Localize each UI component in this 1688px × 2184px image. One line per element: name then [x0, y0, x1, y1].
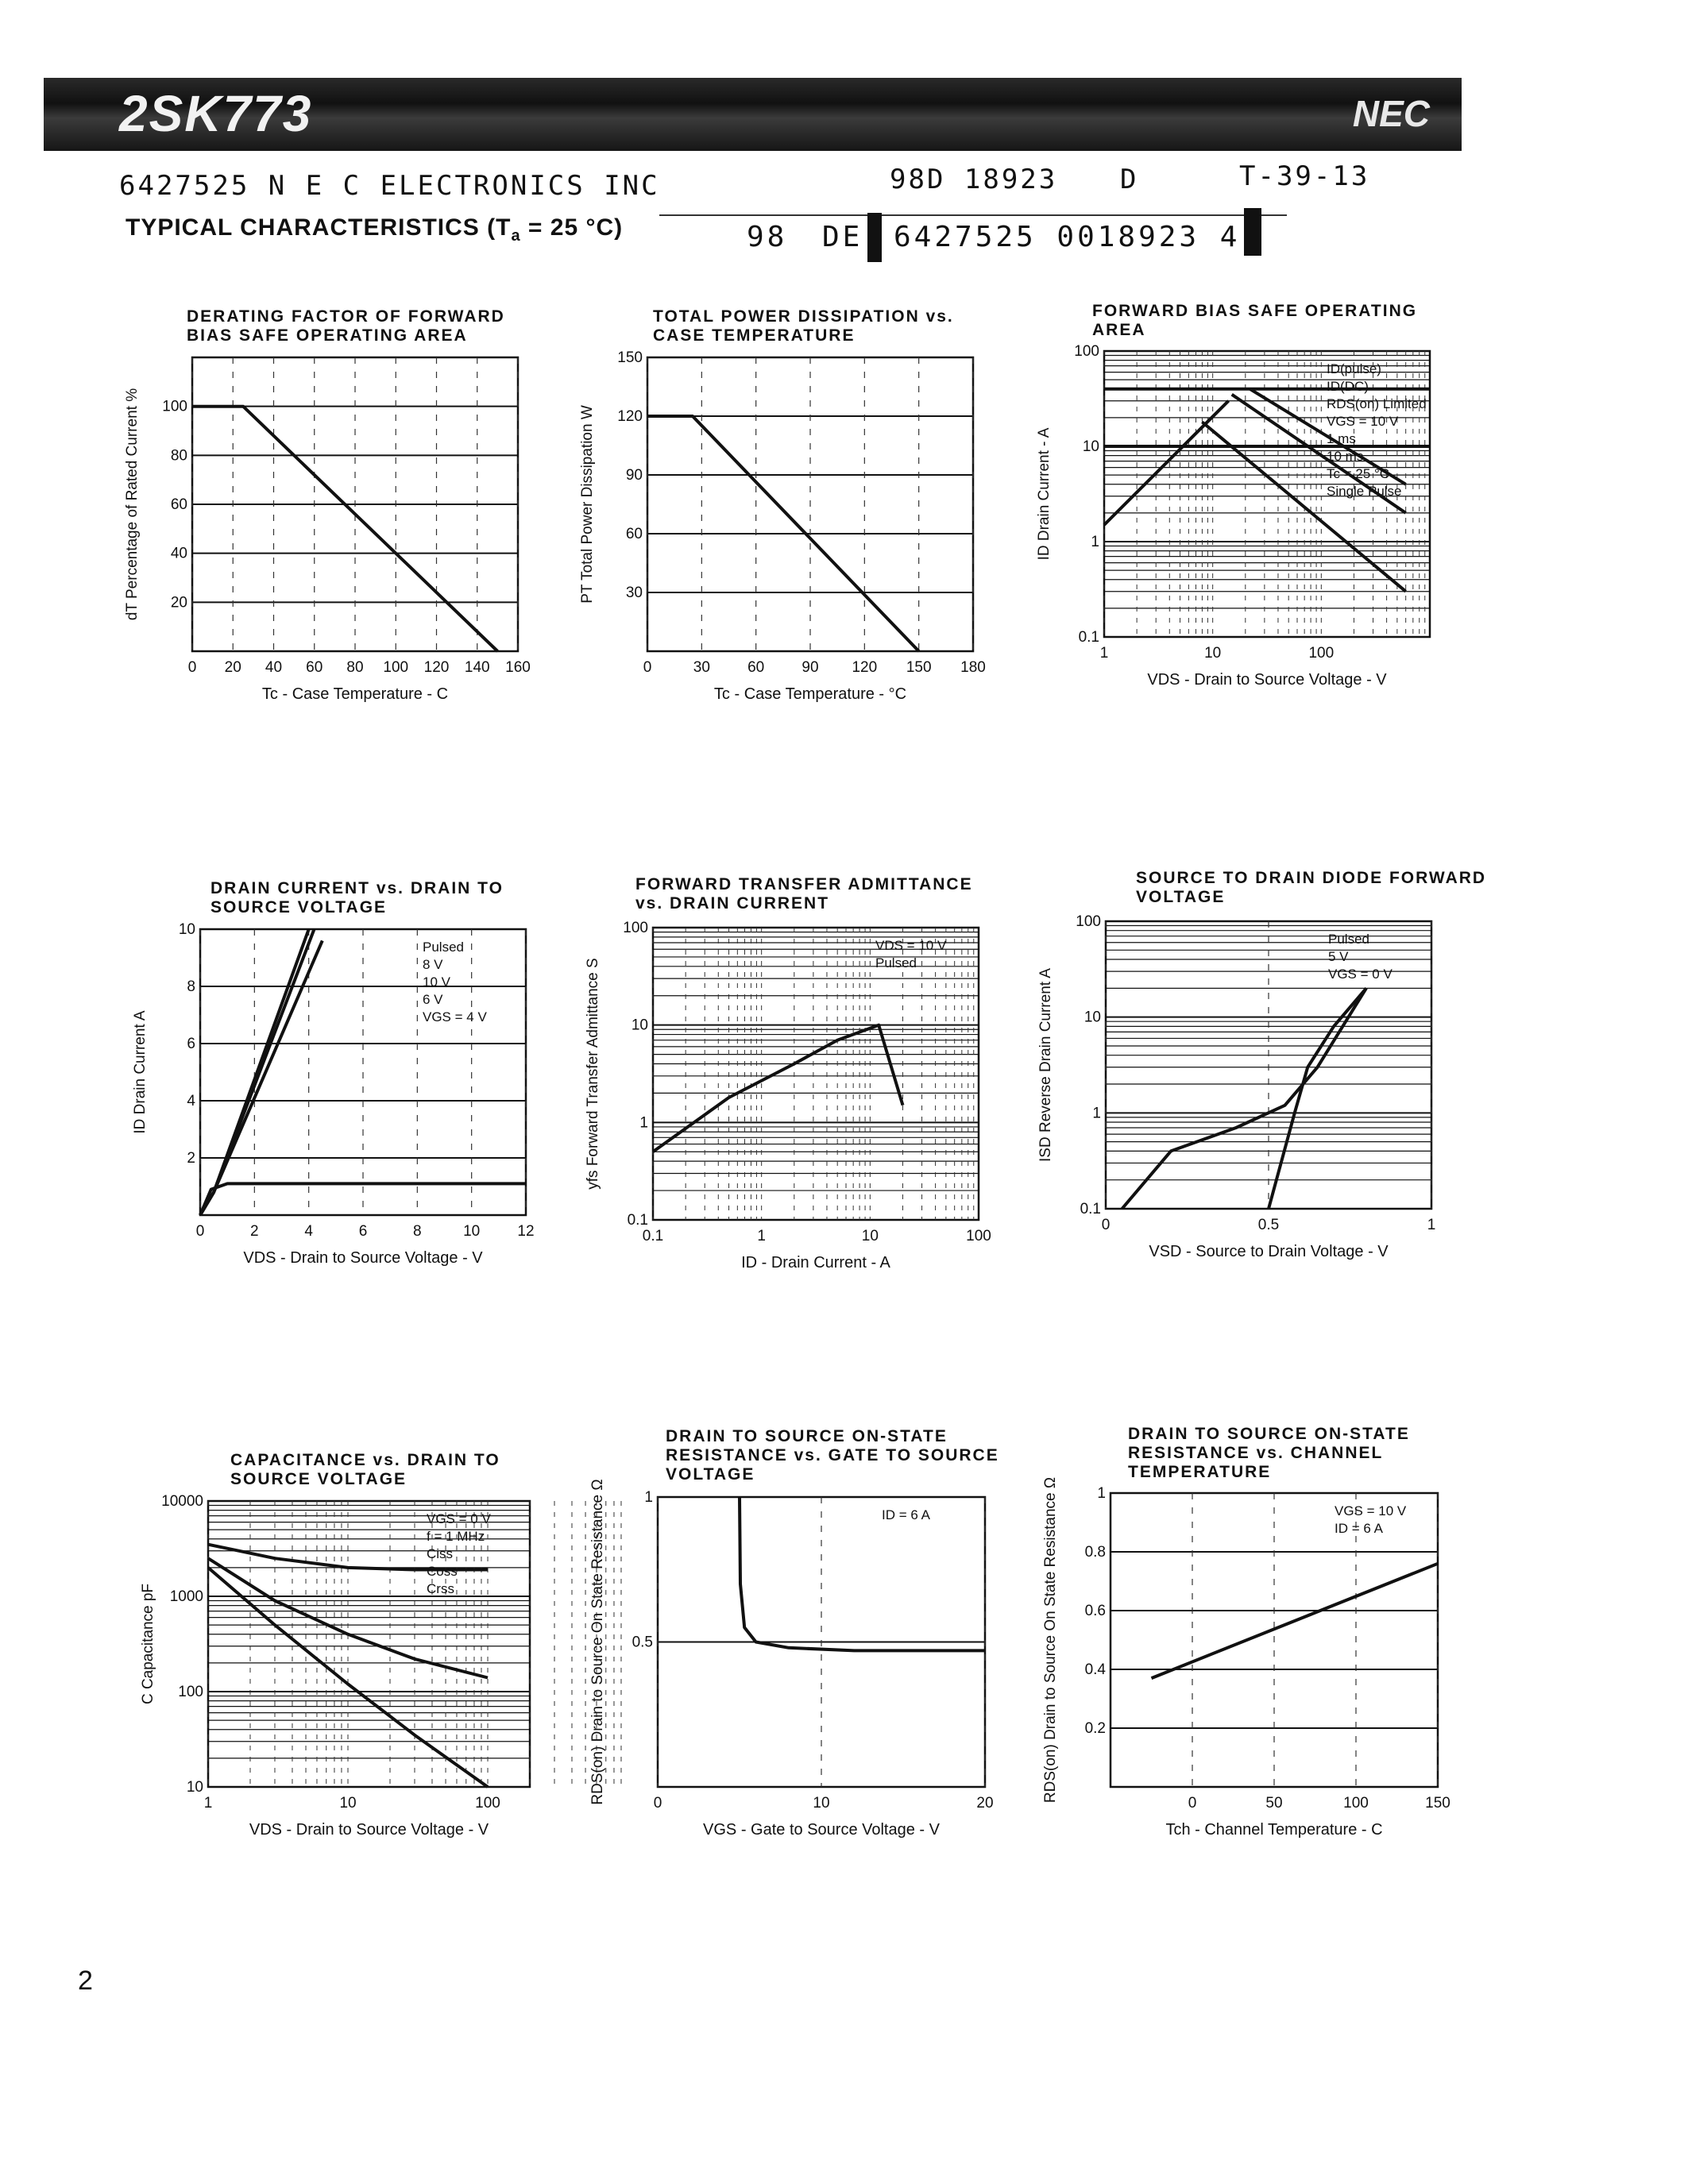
- y-axis-label: RDS(on) Drain to Source On State Resistance Ω: [589, 1479, 606, 1805]
- y-tick-label: 10: [631, 1017, 648, 1034]
- annotation: Ciss: [427, 1546, 454, 1561]
- chart-title: vs. DRAIN CURRENT: [635, 894, 830, 913]
- y-tick-label: 0.1: [627, 1212, 648, 1229]
- x-axis-label: Tc - Case Temperature - °C: [713, 685, 907, 703]
- y-axis-label: ISD Reverse Drain Current A: [1037, 968, 1054, 1162]
- annotation: 5 V: [1328, 949, 1349, 964]
- x-axis-label: VGS - Gate to Source Voltage - V: [703, 1821, 940, 1839]
- y-tick-label: 0.2: [1084, 1720, 1106, 1737]
- x-axis-label: VDS - Drain to Source Voltage - V: [249, 1821, 489, 1839]
- y-tick-label: 90: [625, 467, 643, 484]
- y-axis-label: dT Percentage of Rated Current %: [124, 388, 141, 621]
- y-tick-label: 1: [1092, 1105, 1101, 1122]
- y-tick-label: 0.1: [1078, 629, 1099, 646]
- plot-frame: [208, 1501, 530, 1787]
- y-tick-label: 0.8: [1084, 1544, 1106, 1561]
- doc-ref: T-39-13: [1239, 160, 1370, 192]
- x-tick-label: 2: [250, 1223, 259, 1240]
- y-tick-label: 1: [1091, 534, 1099, 550]
- chart-title: DRAIN TO SOURCE ON-STATE: [666, 1427, 948, 1445]
- x-tick-label: 150: [1425, 1795, 1450, 1812]
- x-tick-label: 0: [187, 659, 197, 676]
- chart-rds_vgs: [589, 1427, 999, 1839]
- company-line: 6427525 N E C ELECTRONICS INC: [119, 170, 660, 202]
- y-tick-label: 30: [625, 585, 643, 601]
- y-tick-label: 40: [170, 545, 187, 562]
- x-tick-label: 0: [653, 1795, 662, 1812]
- y-tick-label: 10: [186, 1779, 203, 1796]
- chart-title: SOURCE VOLTAGE: [211, 898, 388, 916]
- y-tick-label: 10000: [161, 1493, 203, 1510]
- barcode-b: DE: [822, 221, 863, 253]
- x-tick-label: 40: [265, 659, 283, 676]
- x-axis-label: Tch - Channel Temperature - C: [1165, 1821, 1383, 1839]
- x-tick-label: 0.5: [1257, 1217, 1280, 1233]
- chart-title: DERATING FACTOR OF FORWARD: [187, 307, 505, 326]
- annotation: ID = 6 A: [882, 1507, 930, 1522]
- annotation: Single Pulse: [1327, 484, 1402, 499]
- annotation: Tc = 25 °C: [1327, 466, 1390, 481]
- chart-title: DRAIN TO SOURCE ON-STATE: [1128, 1425, 1410, 1443]
- chart-title: VOLTAGE: [1136, 888, 1226, 906]
- y-axis-label: ID Drain Current - A: [1036, 427, 1053, 561]
- x-tick-label: 10: [813, 1795, 830, 1812]
- y-tick-label: 1: [1097, 1485, 1106, 1502]
- y-tick-label: 6: [187, 1036, 195, 1052]
- annotation: 6 V: [423, 992, 443, 1007]
- x-axis-label: VDS - Drain to Source Voltage - V: [243, 1249, 483, 1267]
- y-tick-label: 4: [187, 1093, 195, 1109]
- barcode-a: 98: [747, 221, 788, 253]
- x-tick-label: 0.1: [642, 1228, 664, 1244]
- x-tick-label: 20: [976, 1795, 994, 1812]
- y-tick-label: 0.1: [1080, 1201, 1101, 1217]
- x-tick-label: 1: [1427, 1217, 1436, 1233]
- x-tick-label: 150: [906, 659, 932, 676]
- annotation: Pulsed: [1328, 932, 1369, 947]
- series-line-6-v: [200, 940, 323, 1215]
- x-tick-label: 0: [1188, 1795, 1197, 1812]
- y-tick-label: 1: [639, 1114, 648, 1132]
- x-tick-label: 1: [1099, 645, 1109, 662]
- series-line-rds-on-: [1152, 1564, 1439, 1678]
- chart-yfs: [585, 875, 991, 1271]
- x-tick-label: 1: [757, 1228, 766, 1244]
- y-axis-label: ID Drain Current A: [132, 1010, 149, 1134]
- x-tick-label: 8: [413, 1223, 422, 1240]
- x-tick-label: 0: [195, 1223, 205, 1240]
- annotation: VGS = 0 V: [427, 1511, 491, 1526]
- x-tick-label: 4: [304, 1223, 313, 1240]
- x-tick-label: 160: [505, 659, 531, 676]
- annotation: ID(DC): [1327, 379, 1369, 394]
- chart-soa: [1036, 302, 1430, 689]
- y-tick-label: 10: [178, 921, 195, 938]
- x-tick-label: 100: [966, 1228, 991, 1244]
- x-tick-label: 20: [224, 659, 241, 676]
- y-tick-label: 1000: [169, 1588, 203, 1605]
- chart-title: CAPACITANCE vs. DRAIN TO: [230, 1451, 500, 1469]
- x-tick-label: 50: [1265, 1795, 1283, 1812]
- annotation: VGS = 0 V: [1328, 967, 1393, 982]
- annotation: 1 ms: [1327, 431, 1356, 446]
- y-tick-label: 20: [170, 594, 187, 612]
- annotation: Pulsed: [875, 955, 917, 970]
- annotation: 8 V: [423, 957, 443, 972]
- chart-title: VOLTAGE: [666, 1465, 755, 1484]
- chart-capacitance: [140, 1451, 621, 1839]
- chart-title: SOURCE TO DRAIN DIODE FORWARD: [1136, 869, 1487, 887]
- y-tick-label: 80: [170, 447, 187, 465]
- barcode-c: 6427525 0018923 4: [894, 221, 1241, 253]
- x-tick-label: 120: [423, 659, 450, 676]
- chart-title: SOURCE VOLTAGE: [230, 1470, 408, 1488]
- x-tick-label: 100: [383, 659, 409, 676]
- chart-title: FORWARD TRANSFER ADMITTANCE: [635, 875, 973, 893]
- annotation: Crss: [427, 1581, 454, 1596]
- annotation: Pulsed: [423, 940, 464, 955]
- annotation: VDS = 10 V: [875, 938, 947, 953]
- annotation: ID(pulse): [1327, 361, 1381, 376]
- chart-id_vds: [132, 879, 535, 1267]
- y-tick-label: 120: [617, 408, 643, 425]
- chart-diode: [1037, 869, 1486, 1260]
- annotation: VGS = 4 V: [423, 1009, 487, 1024]
- series-line-rds-on-: [740, 1497, 985, 1650]
- y-tick-label: 0.5: [632, 1634, 653, 1651]
- x-tick-label: 80: [346, 659, 364, 676]
- y-axis-label: PT Total Power Dissipation W: [579, 405, 596, 604]
- chart-title: TEMPERATURE: [1128, 1463, 1272, 1481]
- y-tick-label: 0.4: [1084, 1661, 1106, 1678]
- annotation: ID = 6 A: [1335, 1521, 1383, 1536]
- x-tick-label: 0: [643, 659, 652, 676]
- x-tick-label: 120: [852, 659, 878, 676]
- x-tick-label: 90: [802, 659, 819, 676]
- y-tick-label: 100: [178, 1684, 203, 1700]
- y-axis-label: C Capacitance pF: [140, 1583, 156, 1705]
- series-line-rds-on-limited: [1104, 401, 1229, 525]
- x-tick-label: 60: [306, 659, 323, 676]
- chart-title: TOTAL POWER DISSIPATION vs.: [653, 307, 954, 326]
- y-tick-label: 100: [623, 920, 648, 936]
- chart-title: CASE TEMPERATURE: [653, 326, 856, 345]
- y-tick-label: 100: [162, 398, 187, 415]
- page-number: 2: [78, 1966, 93, 1996]
- x-axis-label: ID - Drain Current - A: [741, 1254, 890, 1271]
- y-tick-label: 60: [170, 496, 187, 513]
- annotation: f = 1 MHz: [427, 1529, 485, 1544]
- y-tick-label: 10: [1083, 1009, 1101, 1026]
- x-tick-label: 10: [339, 1795, 357, 1812]
- chart-power: [579, 307, 986, 703]
- doc-code: 98D 18923: [890, 164, 1058, 195]
- y-tick-label: 100: [1074, 343, 1099, 360]
- y-tick-label: 100: [1076, 913, 1101, 930]
- series-line-dt: [192, 407, 497, 651]
- plot-frame: [653, 928, 979, 1220]
- x-tick-label: 100: [1308, 645, 1335, 662]
- doc-letter: D: [1120, 164, 1139, 195]
- chart-title: RESISTANCE vs. GATE TO SOURCE: [666, 1446, 999, 1464]
- brand-logo: NEC: [1352, 93, 1430, 134]
- annotation: 10 V: [423, 974, 450, 990]
- series-line-yfs: [653, 1025, 903, 1152]
- chart-title: BIAS SAFE OPERATING AREA: [187, 326, 468, 345]
- y-tick-label: 2: [187, 1150, 195, 1167]
- y-axis-label: yfs Forward Transfer Admittance S: [585, 958, 601, 1190]
- x-tick-label: 1: [203, 1795, 213, 1812]
- x-tick-label: 180: [960, 659, 986, 676]
- y-tick-label: 150: [617, 349, 643, 366]
- annotation: RDS(on) Limited: [1327, 396, 1427, 411]
- x-tick-label: 60: [747, 659, 765, 676]
- y-axis-label: RDS(on) Drain to Source On State Resistance Ω: [1042, 1476, 1059, 1804]
- y-tick-label: 10: [1082, 438, 1099, 455]
- chart-title: AREA: [1092, 321, 1146, 339]
- chart-title: FORWARD BIAS SAFE OPERATING: [1092, 302, 1418, 320]
- chart-derating: [124, 307, 531, 703]
- x-tick-label: 12: [517, 1223, 535, 1240]
- x-axis-label: VSD - Source to Drain Voltage - V: [1149, 1243, 1389, 1260]
- annotation: 10 ms: [1327, 449, 1364, 464]
- x-tick-label: 30: [693, 659, 710, 676]
- section-title: TYPICAL CHARACTERISTICS ($T_a = 25$ °C): [126, 214, 624, 245]
- y-tick-label: 8: [187, 978, 195, 995]
- x-axis-label: VDS - Drain to Source Voltage - V: [1147, 671, 1387, 689]
- x-tick-label: 10: [1204, 645, 1222, 662]
- y-tick-label: 0.6: [1084, 1603, 1106, 1619]
- x-tick-label: 6: [358, 1223, 368, 1240]
- x-tick-label: 10: [463, 1223, 481, 1240]
- y-tick-label: 60: [625, 526, 643, 542]
- x-tick-label: 140: [464, 659, 490, 676]
- y-tick-label: 1: [644, 1489, 653, 1506]
- x-tick-label: 10: [861, 1228, 879, 1244]
- model-number: 2SK773: [119, 85, 313, 142]
- x-tick-label: 100: [475, 1795, 500, 1812]
- x-axis-label: Tc - Case Temperature - C: [261, 685, 449, 703]
- chart-rds_tch: [1042, 1425, 1450, 1839]
- chart-title: DRAIN CURRENT vs. DRAIN TO: [211, 879, 504, 897]
- annotation: VGS = 10 V: [1327, 414, 1399, 429]
- x-tick-label: 100: [1343, 1795, 1369, 1812]
- annotation: Coss: [427, 1564, 458, 1579]
- chart-title: RESISTANCE vs. CHANNEL: [1128, 1444, 1384, 1462]
- annotation: VGS = 10 V: [1335, 1503, 1407, 1518]
- x-tick-label: 0: [1101, 1217, 1111, 1233]
